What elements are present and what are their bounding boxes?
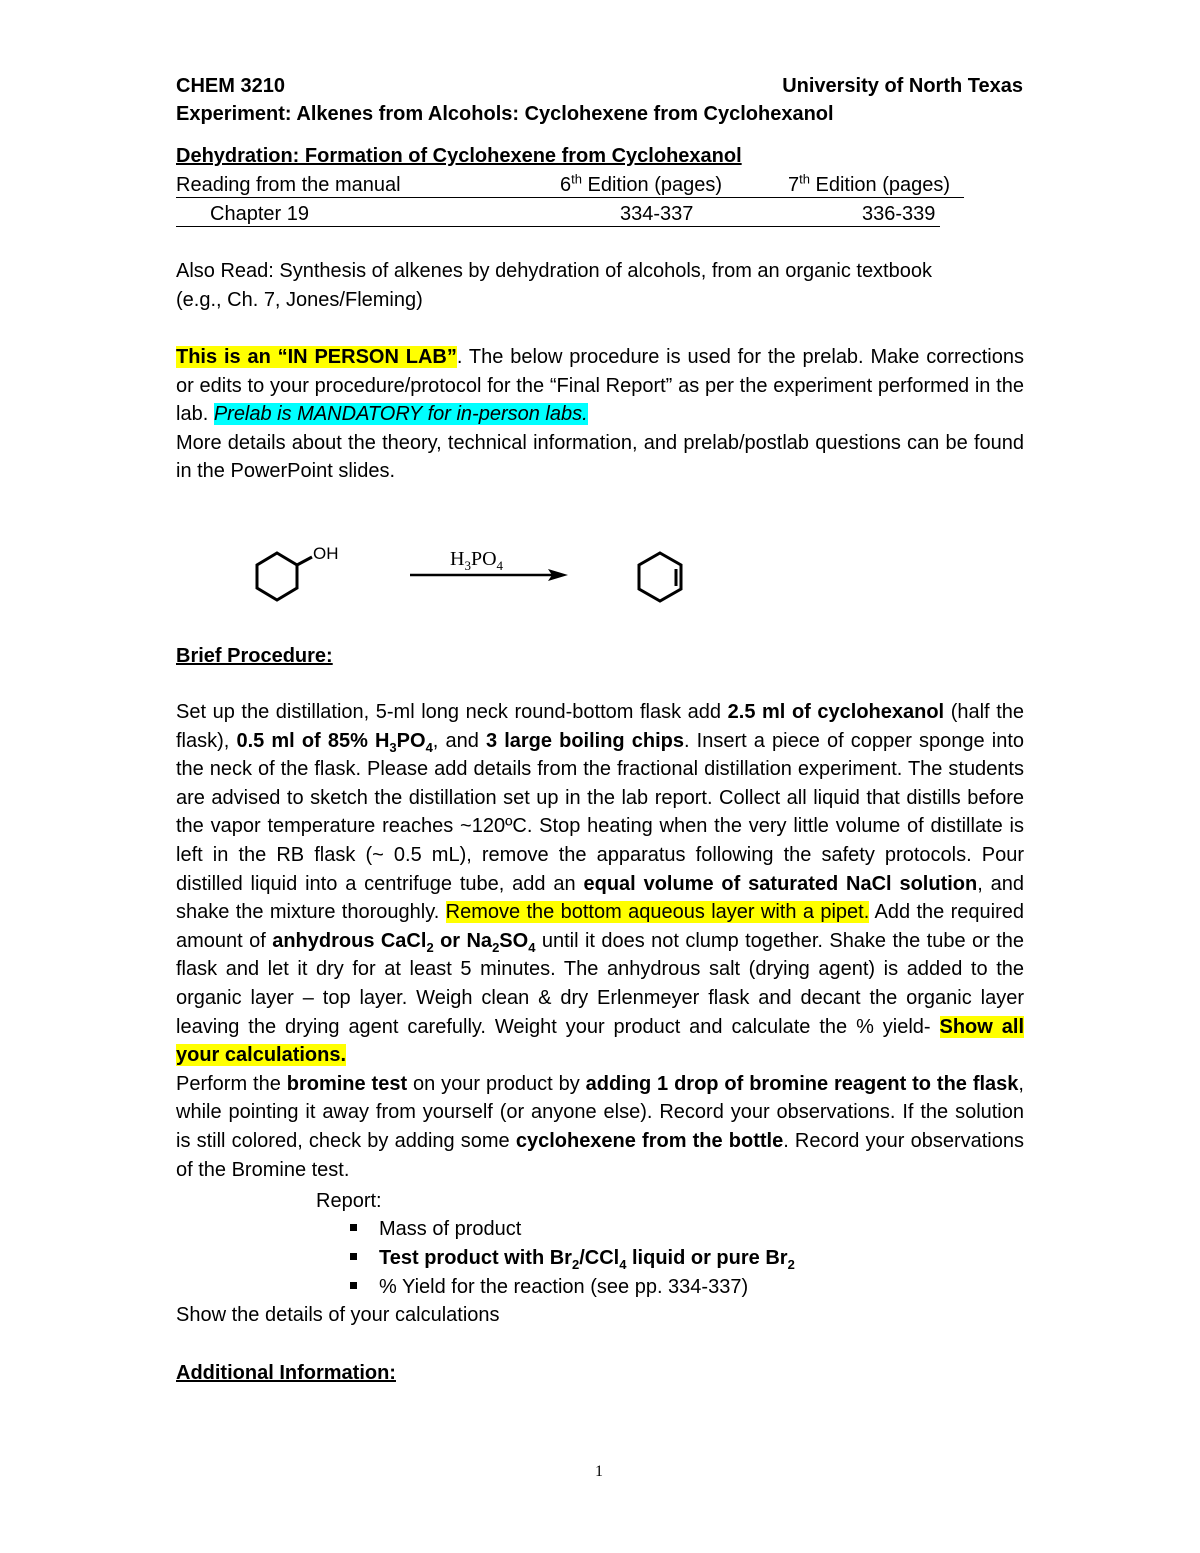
reading-col2-header: 6th Edition (pages): [560, 171, 723, 196]
reagent-label: $H_3PO_4$: [450, 548, 504, 573]
section-title: Dehydration: Formation of Cyclohexene from Cyclohexanol: [176, 145, 742, 167]
bullet-icon: [350, 1224, 357, 1231]
in-person-highlight: This is an “IN PERSON LAB”: [176, 346, 457, 368]
procedure-paragraph: Set up the distillation, 5-ml long neck round-bottom flask add 2.5 ml of cyclohexanol (half the flask), 0.5 ml of 85% $H_3PO_4$, and 3 large boiling chips. Insert a piece of copper sponge into the neck of the flask. Please add details from the fractional distillation experiment. The students are advised to sketch the distillation set up in the lab report. Collect all liquid that distills before the vapor temperature reaches ~120ºC. Stop heating when the very little volume of distillate is left in the RB flask (~ 0.5 mL), remove the apparatus following the safety protocols. Pour distilled liquid into a centrifuge tube, add an equal volume of saturated NaCl solution, and shake the mixture thoroughly. Remove the bottom aqueous layer with a pipet. Add the required amount of anhydrous CaCl$_2$ or $Na_2SO_4$ until it does not clump together. Shake the tube or the flask and let it dry for at least 5 minutes. The anhydrous salt (drying agent) is added to the organic layer – top layer. Weigh clean & dry Erlenmeyer flask and decant the organic layer leaving the drying agent carefully. Weight your product and calculate the % yield- Show all your calculations. Perform the bromine test on your product by adding 1 drop of bromine reagent to the flask, while pointing it away from yourself (or anyone else). Record your observations. If the solution is still colored, check by adding some cyclohexene from the bottle. Record your observations of the Bromine test.: [176, 701, 1025, 1181]
oh-label: OH: [313, 544, 339, 563]
reading-row-label: Chapter 19: [210, 203, 309, 225]
experiment-title: Experiment: Alkenes from Alcohols: Cyclohexene from Cyclohexanol: [176, 103, 834, 125]
procedure-title: Brief Procedure:: [176, 645, 333, 667]
reading-col1-header: Reading from the manual: [176, 174, 401, 196]
reaction-scheme: [240, 530, 720, 620]
oh-bond: [297, 557, 312, 565]
report-item-bromine: Test product with $Br_2/CCl_4$ liquid or pure $Br_2$: [350, 1244, 795, 1272]
reading-col3-header: 7th Edition (pages): [788, 171, 951, 196]
report-item-yield: % Yield for the reaction (see pp. 334-337): [350, 1273, 748, 1301]
table-rule-top: [176, 197, 964, 198]
show-calculations-highlight: Show all your calculations.: [176, 1015, 1024, 1067]
also-read-line1: Also Read: Synthesis of alkenes by dehydration of alcohols, from an organic textbook: [176, 260, 932, 282]
notice-paragraph: This is an “IN PERSON LAB”. The below procedure is used for the prelab. Make corrections or edits to your procedure/protocol for the “Final Report” as per the experiment performed in the lab. Prelab is MANDATORY for in-person labs. More details about the theory, technical information, and prelab/postlab questions can be found in the PowerPoint slides.: [176, 346, 1025, 483]
reading-row-6th: 334-337: [620, 203, 694, 225]
bullet-icon: [350, 1253, 357, 1260]
additional-info-title: Additional Information:: [176, 1362, 396, 1384]
table-rule-bottom: [176, 226, 940, 227]
also-read-line2: (e.g., Ch. 7, Jones/Fleming): [176, 289, 423, 311]
report-item-mass: Mass of product: [350, 1215, 521, 1243]
report-footer: Show the details of your calculations: [176, 1304, 500, 1326]
report-label: Report:: [316, 1190, 382, 1212]
course-code: CHEM 3210: [176, 75, 285, 97]
university-name: University of North Texas: [782, 75, 1023, 97]
cyclohexanol-ring: [257, 553, 297, 600]
bullet-icon: [350, 1282, 357, 1289]
prelab-mandatory-highlight: Prelab is MANDATORY for in-person labs.: [213, 403, 588, 426]
reading-row-7th: 336-339: [862, 203, 936, 225]
page-number: 1: [595, 1463, 603, 1480]
remove-layer-highlight: Remove the bottom aqueous layer with a pipet.: [445, 901, 870, 924]
